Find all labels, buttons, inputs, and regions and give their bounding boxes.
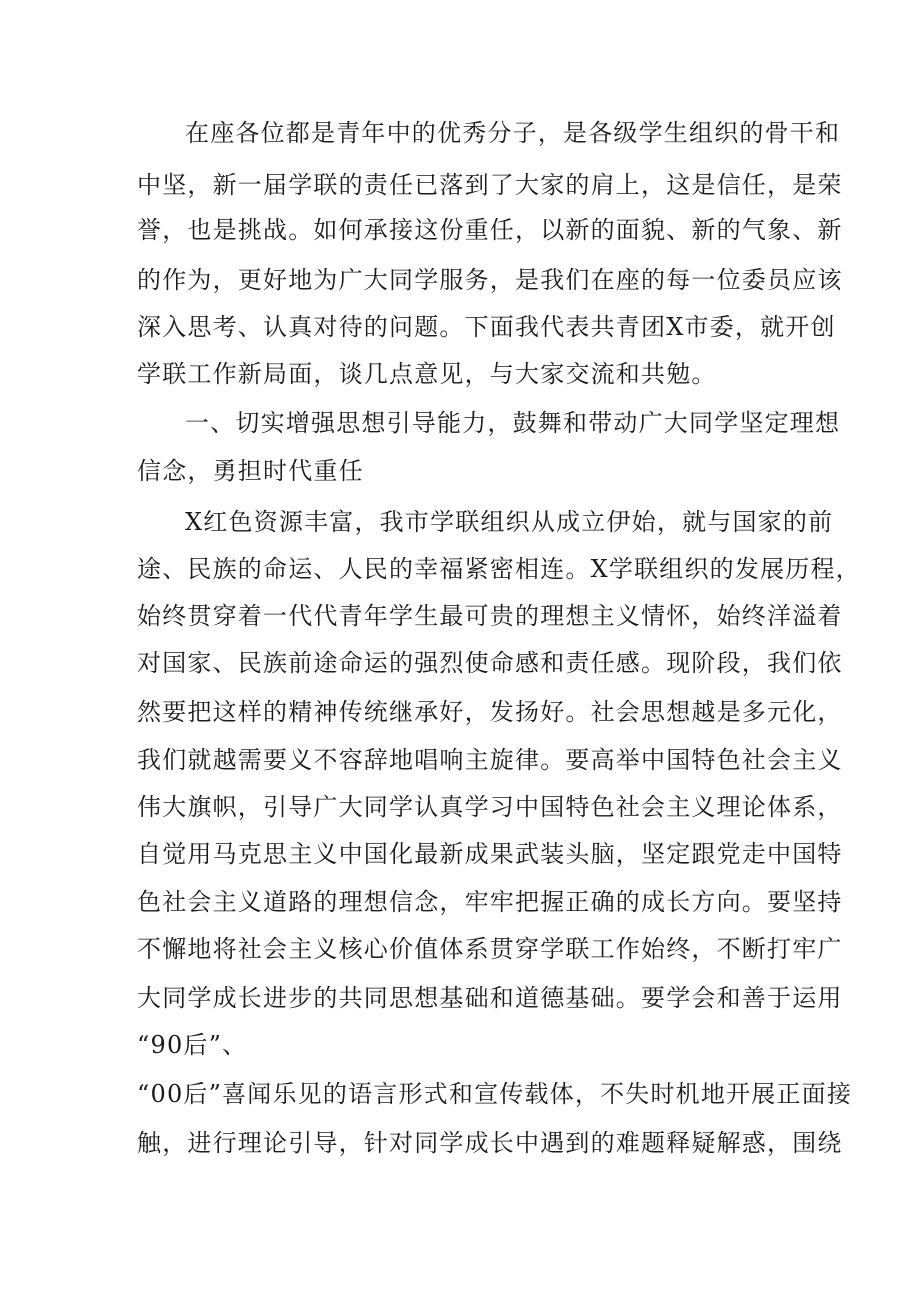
paragraph-line: 誉，也是挑战。如何承接这份重任，以新的面貌、新的气象、新: [137, 216, 843, 244]
paragraph-line: 不懈地将社会主义核心价值体系贯穿学联工作始终，不断打牢广: [137, 935, 843, 963]
paragraph-line: 色社会主义道路的理想信念，牢牢把握正确的成长方向。要坚持: [137, 888, 843, 916]
paragraph-line: 我们就越需要义不容辞地唱响主旋律。要高举中国特色社会主义: [137, 746, 843, 774]
paragraph-line: 深入思考、认真对待的问题。下面我代表共青团X市委，就开创: [137, 313, 836, 341]
section-heading-line: 一、切实增强思想引导能力，鼓舞和带动广大同学坚定理想: [185, 409, 841, 437]
paragraph-line: 的作为，更好地为广大同学服务，是我们在座的每一位委员应该: [137, 266, 843, 294]
paragraph-line: “00后”喜闻乐见的语言形式和宣传载体，不失时机地开展正面接: [137, 1080, 853, 1108]
paragraph-line: 对国家、民族前途命运的强烈使命感和责任感。现阶段，我们依: [137, 649, 843, 677]
section-heading-line: 信念，勇担时代重任: [137, 457, 364, 485]
paragraph-line: 在座各位都是青年中的优秀分子，是各级学生组织的骨干和: [185, 119, 841, 147]
paragraph-line: X红色资源丰富，我市学联组织从成立伊始，就与国家的前: [185, 508, 834, 536]
paragraph-line: 始终贯穿着一代代青年学生最可贵的理想主义情怀，始终洋溢着: [137, 602, 843, 630]
paragraph-line: 学联工作新局面，谈几点意见，与大家交流和共勉。: [137, 360, 717, 388]
paragraph-line: 然要把这样的精神传统继承好，发扬好。社会思想越是多元化，: [137, 698, 843, 726]
paragraph-line: 中坚，新一届学联的责任已落到了大家的肩上，这是信任，是荣: [137, 171, 843, 199]
paragraph-line: 大同学成长进步的共同思想基础和道德基础。要学会和善于运用: [137, 984, 843, 1012]
paragraph-line: 触，进行理论引导，针对同学成长中遇到的难题释疑解惑，围绕: [137, 1129, 843, 1157]
paragraph-line: 途、民族的命运、人民的幸福紧密相连。X学联组织的发展历程，: [137, 555, 861, 583]
paragraph-line: 自觉用马克思主义中国化最新成果武装头脑，坚定跟党走中国特: [137, 840, 843, 868]
paragraph-line: “90后”、: [137, 1031, 248, 1059]
paragraph-line: 伟大旗帜，引导广大同学认真学习中国特色社会主义理论体系，: [137, 793, 843, 821]
